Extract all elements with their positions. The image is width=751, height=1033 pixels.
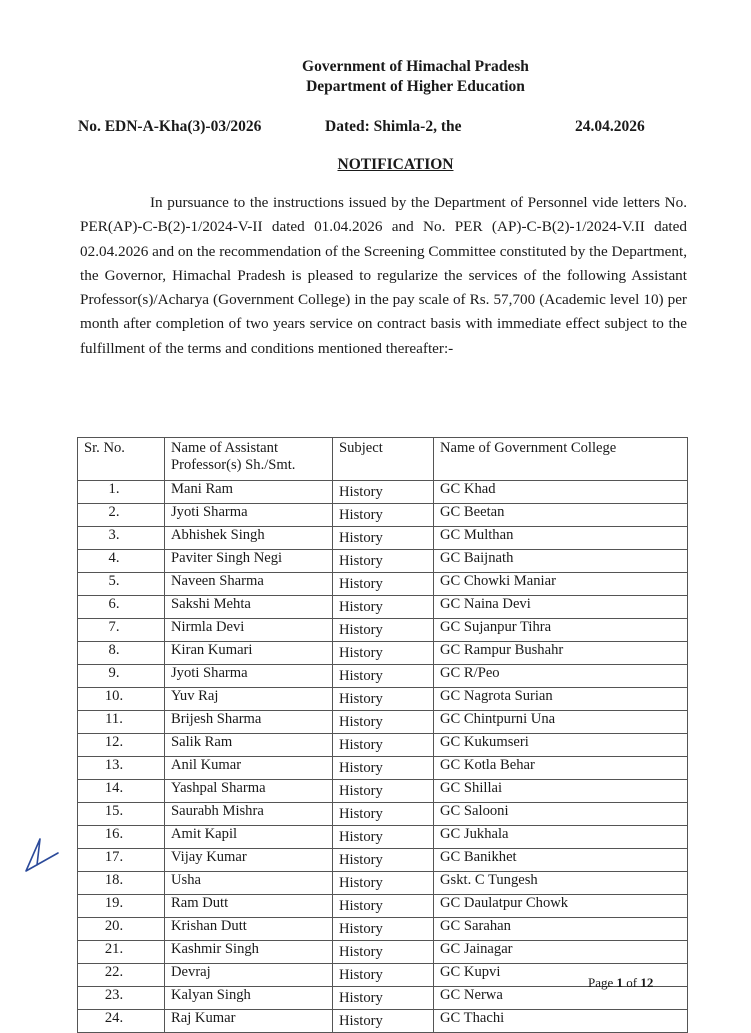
row-sr-no: 3. [78, 527, 165, 550]
table-row [78, 504, 688, 527]
row-sr-no: 6. [78, 596, 165, 619]
row-college: Gskt. C Tungesh [434, 872, 688, 895]
row-subject: History [333, 573, 434, 596]
page-total: 12 [640, 975, 654, 990]
row-college: GC Jukhala [434, 826, 688, 849]
table-row [78, 803, 688, 826]
table-row [78, 734, 688, 757]
of-label: of [626, 975, 638, 990]
row-sr-no: 13. [78, 757, 165, 780]
government-heading: Government of Himachal Pradesh [302, 58, 529, 75]
row-subject: History [333, 596, 434, 619]
row-subject: History [333, 826, 434, 849]
table-row [78, 481, 688, 504]
regularization-table [77, 437, 688, 1033]
row-college: GC Naina Devi [434, 596, 688, 619]
row-college: GC Banikhet [434, 849, 688, 872]
signature-mark-icon [12, 835, 62, 880]
table-row [78, 849, 688, 872]
row-college: GC Salooni [434, 803, 688, 826]
department-heading: Department of Higher Education [306, 78, 525, 95]
row-college: GC Thachi [434, 1010, 688, 1033]
table-row [78, 642, 688, 665]
header-subject: Subject [333, 438, 434, 481]
row-subject: History [333, 780, 434, 803]
row-name: Yashpal Sharma [165, 780, 333, 803]
row-subject: History [333, 872, 434, 895]
row-name: Usha [165, 872, 333, 895]
row-sr-no: 20. [78, 918, 165, 941]
table-row [78, 665, 688, 688]
row-name: Kashmir Singh [165, 941, 333, 964]
row-subject: History [333, 918, 434, 941]
table-row [78, 895, 688, 918]
row-college: GC Baijnath [434, 550, 688, 573]
row-college: GC Kupvi [434, 964, 688, 987]
row-name: Kalyan Singh [165, 987, 333, 1010]
row-subject: History [333, 688, 434, 711]
table-row [78, 688, 688, 711]
row-subject: History [333, 619, 434, 642]
row-college: GC Multhan [434, 527, 688, 550]
row-name: Jyoti Sharma [165, 665, 333, 688]
row-college: GC Shillai [434, 780, 688, 803]
table-row [78, 872, 688, 895]
row-sr-no: 8. [78, 642, 165, 665]
row-sr-no: 9. [78, 665, 165, 688]
row-name: Krishan Dutt [165, 918, 333, 941]
table-row [78, 711, 688, 734]
table-row [78, 573, 688, 596]
page-current: 1 [616, 975, 624, 990]
table-row [78, 826, 688, 849]
row-name: Kiran Kumari [165, 642, 333, 665]
row-college: GC R/Peo [434, 665, 688, 688]
row-subject: History [333, 550, 434, 573]
row-sr-no: 22. [78, 964, 165, 987]
row-sr-no: 10. [78, 688, 165, 711]
table-row [78, 1010, 688, 1033]
row-sr-no: 11. [78, 711, 165, 734]
table-row [78, 619, 688, 642]
row-subject: History [333, 734, 434, 757]
row-name: Anil Kumar [165, 757, 333, 780]
notification-date: 24.04.2026 [575, 118, 645, 135]
row-college: GC Beetan [434, 504, 688, 527]
row-sr-no: 19. [78, 895, 165, 918]
header-sr-no: Sr. No. [78, 438, 165, 481]
row-subject: History [333, 803, 434, 826]
row-name: Brijesh Sharma [165, 711, 333, 734]
row-subject: History [333, 849, 434, 872]
row-subject: History [333, 757, 434, 780]
header-college: Name of Government College [434, 438, 688, 481]
row-subject: History [333, 504, 434, 527]
table-row [78, 757, 688, 780]
row-name: Nirmla Devi [165, 619, 333, 642]
table-row [78, 550, 688, 573]
row-name: Salik Ram [165, 734, 333, 757]
table-row [78, 780, 688, 803]
table-header-row [78, 438, 688, 481]
row-subject: History [333, 987, 434, 1010]
row-subject: History [333, 481, 434, 504]
row-name: Paviter Singh Negi [165, 550, 333, 573]
header-name: Name of Assistant Professor(s) Sh./Smt. [165, 438, 333, 481]
row-college: GC Chintpurni Una [434, 711, 688, 734]
row-sr-no: 14. [78, 780, 165, 803]
row-sr-no: 5. [78, 573, 165, 596]
row-college: GC Nagrota Surian [434, 688, 688, 711]
dated-label: Dated: Shimla-2, the [325, 118, 462, 135]
row-sr-no: 23. [78, 987, 165, 1010]
table-body [78, 481, 688, 1033]
row-name: Jyoti Sharma [165, 504, 333, 527]
row-sr-no: 1. [78, 481, 165, 504]
row-subject: History [333, 642, 434, 665]
row-name: Yuv Raj [165, 688, 333, 711]
row-sr-no: 12. [78, 734, 165, 757]
row-subject: History [333, 665, 434, 688]
row-sr-no: 17. [78, 849, 165, 872]
notification-title-wrap [0, 156, 751, 174]
row-name: Mani Ram [165, 481, 333, 504]
row-college: GC Khad [434, 481, 688, 504]
row-sr-no: 7. [78, 619, 165, 642]
row-subject: History [333, 895, 434, 918]
row-college: GC Kukumseri [434, 734, 688, 757]
row-subject: History [333, 964, 434, 987]
row-sr-no: 4. [78, 550, 165, 573]
row-name: Devraj [165, 964, 333, 987]
row-subject: History [333, 711, 434, 734]
row-college: GC Sarahan [434, 918, 688, 941]
row-name: Raj Kumar [165, 1010, 333, 1033]
row-college: GC Nerwa [434, 987, 688, 1010]
row-name: Amit Kapil [165, 826, 333, 849]
table-row [78, 918, 688, 941]
row-sr-no: 18. [78, 872, 165, 895]
notification-body: In pursuance to the instructions issued by the Department of Personnel vide letters No. PER(AP)-C-B(2)-1/2024-V-II dated 01.04.2026 and No. PER (AP)-C-B(2)-1/2024-V.II dated 02.04.2026 and on the recommendation of the Screening Committee constituted by the Department, the Governor, Himachal Pradesh is pleased to regularize the services of the following Assistant Professor(s)/Acharya (Government College) in the pay scale of Rs. 57,700 (Academic level 10) per month after completion of two years service on contract basis with immediate effect subject to the fulfillment of the terms and conditions mentioned thereafter:- [80, 194, 687, 357]
row-college: GC Rampur Bushahr [434, 642, 688, 665]
reference-number: No. EDN-A-Kha(3)-03/2026 [78, 118, 262, 135]
row-subject: History [333, 941, 434, 964]
row-name: Naveen Sharma [165, 573, 333, 596]
row-name: Abhishek Singh [165, 527, 333, 550]
row-sr-no: 21. [78, 941, 165, 964]
row-college: GC Kotla Behar [434, 757, 688, 780]
row-college: GC Sujanpur Tihra [434, 619, 688, 642]
table-row [78, 527, 688, 550]
row-sr-no: 16. [78, 826, 165, 849]
row-college: GC Jainagar [434, 941, 688, 964]
row-subject: History [333, 1010, 434, 1033]
row-name: Vijay Kumar [165, 849, 333, 872]
table-row [78, 596, 688, 619]
row-name: Saurabh Mishra [165, 803, 333, 826]
row-sr-no: 24. [78, 1010, 165, 1033]
row-name: Sakshi Mehta [165, 596, 333, 619]
row-college: GC Daulatpur Chowk [434, 895, 688, 918]
row-sr-no: 2. [78, 504, 165, 527]
notification-title: NOTIFICATION [337, 156, 454, 173]
page-label: Page [588, 975, 614, 990]
row-college: GC Chowki Maniar [434, 573, 688, 596]
page-footer [588, 975, 653, 991]
table-row [78, 941, 688, 964]
row-sr-no: 15. [78, 803, 165, 826]
row-name: Ram Dutt [165, 895, 333, 918]
row-subject: History [333, 527, 434, 550]
